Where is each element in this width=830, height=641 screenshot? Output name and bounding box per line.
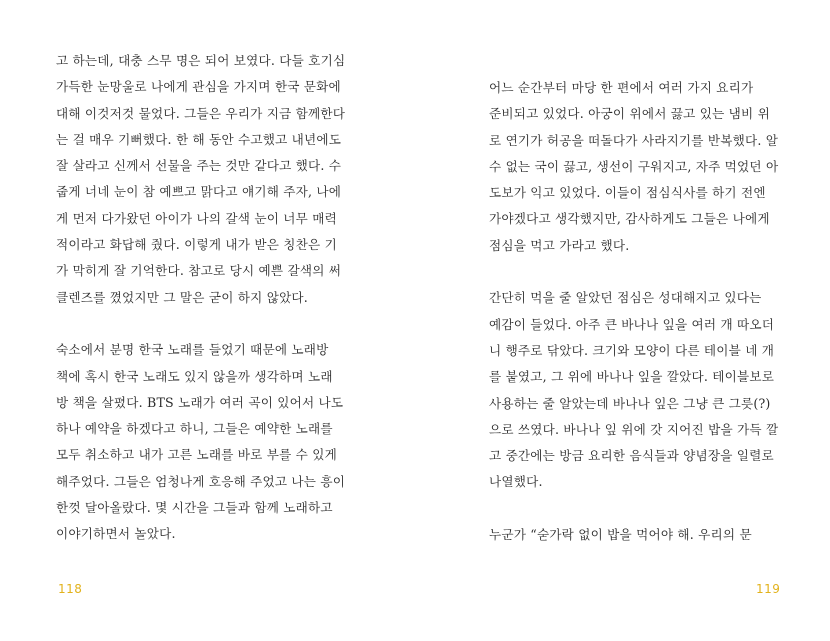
left-page-body — [56, 48, 345, 548]
text-line: 준비되고 있었다. 아궁이 위에서 끓고 있는 냄비 위 — [489, 106, 770, 122]
text-line: 가 막히게 잘 기억한다. 참고로 당시 예쁜 갈색의 써 — [56, 263, 342, 279]
text-line: 적이라고 화답해 줬다. 이렇게 내가 받은 칭찬은 기 — [56, 237, 337, 253]
paragraph-gap — [489, 259, 778, 285]
text-line: 니 행주로 닦았다. 크기와 모양이 다른 테이블 네 개 — [489, 342, 775, 358]
text-line: 게 먼저 다가왔던 아이가 나의 갈색 눈이 너무 매력 — [56, 210, 337, 226]
text-line: 해주었다. 그들은 엄청나게 호응해 주었고 나는 흥이 — [56, 473, 346, 489]
text-line: 누군가 “숟가락 없이 밥을 먹어야 해. 우리의 문 — [489, 527, 752, 543]
text-line: 잘 살라고 신께서 선물을 주는 것만 같다고 했다. 수 — [56, 158, 342, 174]
text-line: 모두 취소하고 내가 고른 노래를 바로 부를 수 있게 — [56, 447, 337, 463]
text-line: 가득한 눈망울로 나에게 관심을 가지며 한국 문화에 — [56, 79, 341, 95]
text-line: 수 없는 국이 끓고, 생선이 구워지고, 자주 먹었던 아 — [489, 158, 779, 174]
text-line: 이야기하면서 놀았다. — [56, 526, 176, 542]
text-line: 를 붙였고, 그 위에 바나나 잎을 깔았다. 테이블보로 — [489, 369, 775, 385]
paragraph-gap — [489, 496, 778, 522]
text-line: 어느 순간부터 마당 한 편에서 여러 가지 요리가 — [489, 80, 754, 95]
text-line: 예감이 들었다. 아주 큰 바나나 잎을 여러 개 따오더 — [489, 316, 775, 332]
text-line: 하나 예약을 하겠다고 하니, 그들은 예약한 노래를 — [56, 421, 333, 437]
text-line: 로 연기가 허공을 떠돌다가 사라지기를 반복했다. 알 — [489, 132, 779, 148]
text-line: 도보가 익고 있었다. 이들이 점심식사를 하기 전엔 — [489, 185, 766, 201]
text-line: 점심을 먹고 가라고 했다. — [489, 237, 630, 253]
text-line: 는 걸 매우 기뻐했다. 한 해 동안 수고했고 내년에도 — [56, 131, 342, 147]
text-line: 한껏 달아올랐다. 몇 시간을 그들과 함께 노래하고 — [56, 500, 333, 516]
text-line: 간단히 먹을 줄 알았던 점심은 성대해지고 있다는 — [489, 290, 762, 306]
right-page-body — [489, 75, 778, 548]
page-number-right: 119 — [756, 582, 781, 596]
text-line: 책에 혹시 한국 노래도 있지 않을까 생각하며 노래 — [56, 368, 333, 384]
text-line: 사용하는 줄 알았는데 바나나 잎은 그냥 큰 그릇(?) — [489, 395, 771, 411]
text-line: 고 하는데, 대충 스무 명은 되어 보였다. 다들 호기심 — [56, 53, 346, 68]
text-line: 클렌즈를 꼈었지만 그 말은 굳이 하지 않았다. — [56, 289, 309, 305]
text-line: 고 중간에는 방금 요리한 음식들과 양념장을 일렬로 — [489, 448, 774, 464]
text-line: 나열했다. — [489, 474, 543, 490]
right-page — [415, 0, 830, 641]
text-line: 숙소에서 분명 한국 노래를 들었기 때문에 노래방 — [56, 342, 329, 358]
text-line: 방 책을 살폈다. BTS 노래가 여러 곡이 있어서 나도 — [56, 394, 344, 410]
text-line: 으로 쓰였다. 바나나 잎 위에 갓 지어진 밥을 가득 깔 — [489, 421, 779, 437]
paragraph-gap — [56, 311, 345, 337]
page-number-left: 118 — [58, 582, 83, 596]
text-line: 가야겠다고 생각했지만, 감사하게도 그들은 나에게 — [489, 211, 770, 227]
text-line: 대해 이것저것 물었다. 그들은 우리가 지금 함께한다 — [56, 105, 346, 121]
text-line: 줍게 너네 눈이 참 예쁘고 맑다고 얘기해 주자, 나에 — [56, 184, 342, 200]
